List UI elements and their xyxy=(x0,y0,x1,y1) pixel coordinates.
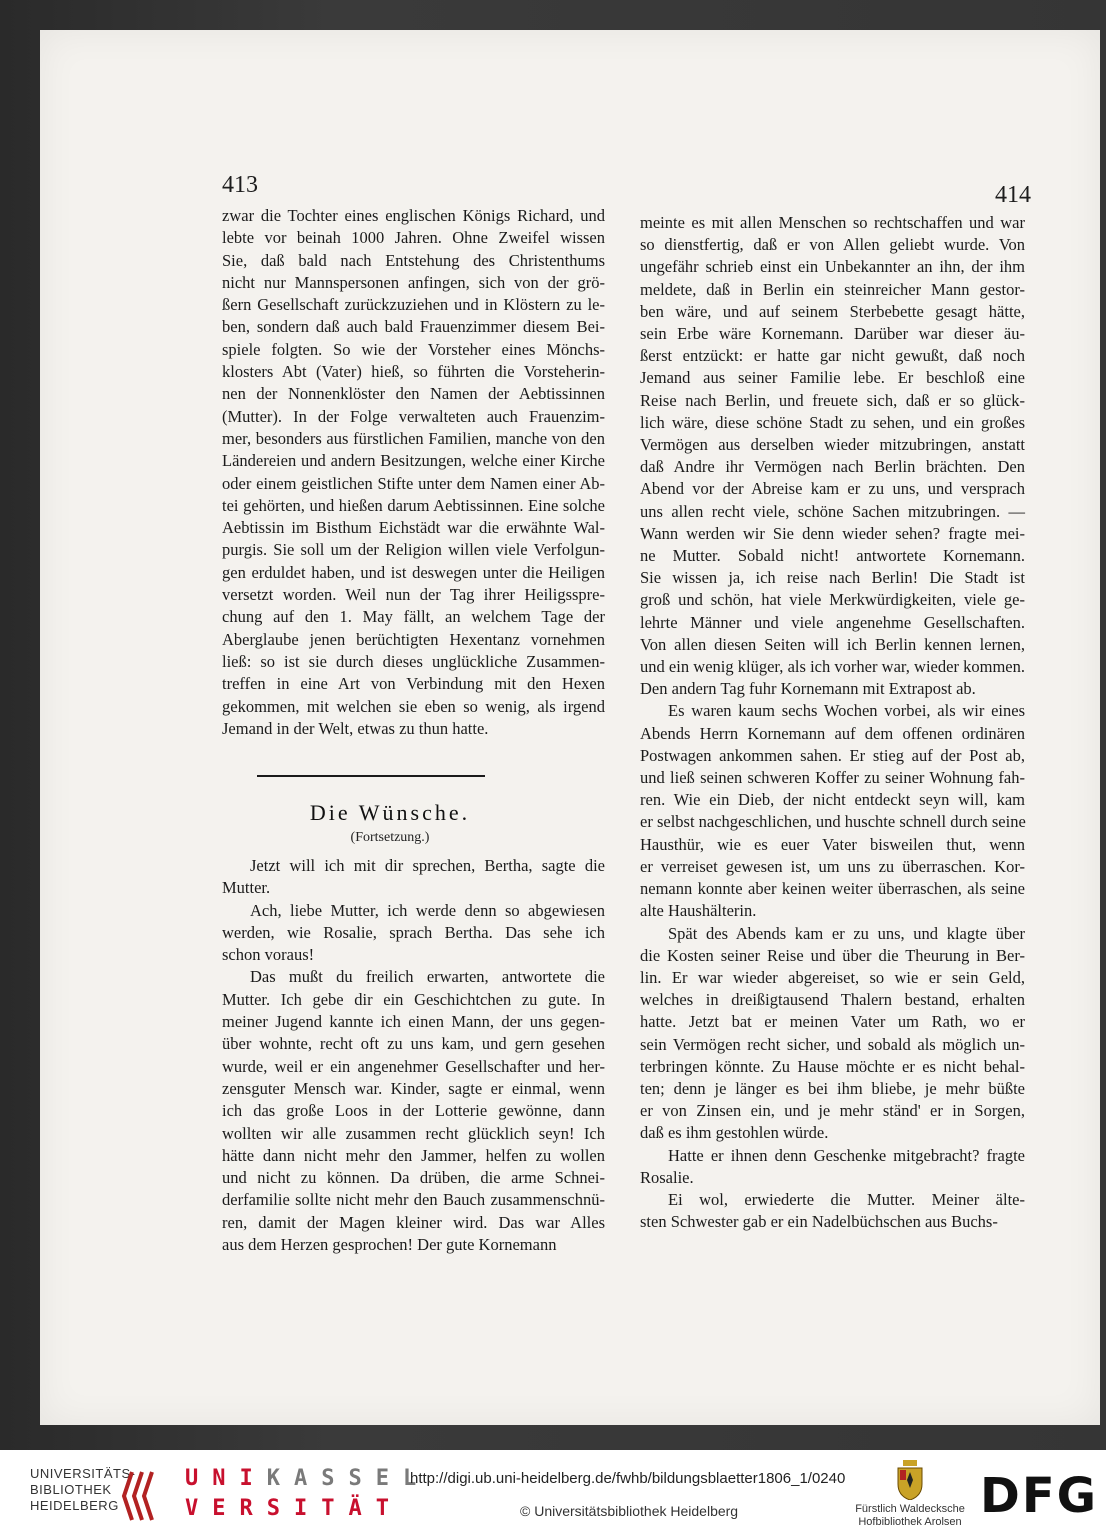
text-line: alte Haushälterin. xyxy=(640,901,757,921)
text-line: Jetzt will ich mit dir sprechen, Bertha, sagte die xyxy=(250,856,605,875)
left-page-text-top xyxy=(222,205,605,740)
text-line: Spät des Abends kam er zu uns, und klagte über xyxy=(668,923,1025,943)
text-line: daß Andre ihr Vermögen nach Berlin brächten. Den xyxy=(640,457,1025,477)
text-line: Jemand aus seiner Familie lebe. Er beschloß eine xyxy=(640,368,1025,388)
kassel-logo-bottom: VERSITÄT xyxy=(185,1496,403,1521)
text-line: werden, wie Rosalie, sprach Bertha. Das sehe ich xyxy=(222,922,605,942)
text-line: ben, sondern daß auch bald Frauenzimmer diesem Bei- xyxy=(222,317,605,337)
left-page-number: 413 xyxy=(222,172,258,198)
text-line: Sie wissen ja, ich reise nach Berlin! Die Stadt ist xyxy=(640,568,1025,588)
text-line: gen erduldet haben, und ist deswegen unter die Heiligen xyxy=(222,562,605,582)
left-page-text-bottom xyxy=(222,855,605,1256)
text-line: purgis. Sie soll um der Religion willen viele Verfolgun- xyxy=(222,540,605,560)
text-line: meiner Jugend kannte ich einen Mann, der uns gegen- xyxy=(222,1012,605,1032)
text-line: mer, besonders aus fürstlichen Familien, manche von den xyxy=(222,428,605,448)
text-line: schon voraus! xyxy=(222,945,315,965)
library-line: UNIVERSITÄTS- xyxy=(30,1466,136,1481)
arolsen-library-name xyxy=(850,1503,970,1529)
permalink-url[interactable]: http://digi.ub.uni-heidelberg.de/fwhb/bildungsblaetter1806_1/0240 xyxy=(410,1470,846,1487)
text-line: nicht nur Mannspersonen anfingen, sich von der grö- xyxy=(222,272,605,292)
text-line: hätte dann nicht mehr den Jammer, helfen zu wollen xyxy=(222,1145,605,1165)
text-line: Mutter. xyxy=(222,878,271,898)
text-line: ließ: so ist sie durch dieses unglückliche Zusammen- xyxy=(222,651,605,671)
text-line: meinte es mit allen Menschen so rechtschaffen und war xyxy=(640,213,1025,232)
text-line: Ländereien und andern Besitzungen, welche einer Kirche xyxy=(222,451,605,471)
text-line: ßern Gesellschaft zurückzuziehen und in Klöstern zu le- xyxy=(222,295,605,315)
text-line: Ach, liebe Mutter, ich werde denn so abgewiesen xyxy=(250,900,605,920)
text-line: sten Schwester gab er ein Nadelbüchschen aus Buchs- xyxy=(640,1212,998,1232)
text-line: ben wäre, und auf seinem Sterbebette gesagt hätte, xyxy=(640,301,1025,321)
text-line: Aberglaube jenen berüchtigten Hexentanz vornehmen xyxy=(222,629,605,649)
text-line: Sie, daß bald nach Entstehung des Christenthums xyxy=(222,250,605,270)
text-line: und nicht zu können. Da drüben, die arme Schnei- xyxy=(222,1168,605,1188)
text-line: Hausthür, wie es euer Vater bisweilen thut, wenn xyxy=(640,834,1025,854)
text-line: uns allen recht viele, schöne Sachen mitzubringen. — xyxy=(640,501,1025,521)
text-line: Rosalie. xyxy=(640,1167,694,1187)
text-line: nemann konnte aber keinen weiter überraschen, als seine xyxy=(640,879,1025,899)
text-line: lebte vor beinah 1000 Jahren. Ohne Zweifel wissen xyxy=(222,228,605,248)
text-line: ne Mutter. Sobald nicht! antwortete Kornemann. xyxy=(640,546,1025,566)
waldeck-crest-icon xyxy=(895,1460,925,1500)
text-line: oder einem geistlichen Stifte unter dem Namen einer Ab- xyxy=(222,473,605,493)
right-page-text xyxy=(640,212,1025,1233)
text-line: und ein wenig klüger, als ich vorher war, wieder kommen. xyxy=(640,657,1025,677)
text-line: so dienstfertig, daß er von Allen geliebt wurde. Von xyxy=(640,235,1025,255)
text-line: Es waren kaum sechs Wochen vorbei, als wir eines xyxy=(668,701,1025,721)
text-line: lich wäre, diese schöne Stadt zu sehen, und ein großes xyxy=(640,412,1025,432)
text-line: aus dem Herzen gesprochen! Der gute Kornemann xyxy=(222,1235,557,1255)
text-line: Aebtissin im Bisthum Eichstädt war die erwähnte Wal- xyxy=(222,518,605,538)
text-line: Ei wol, erwiederte die Mutter. Meiner älte- xyxy=(668,1189,1025,1209)
text-line: Wann werden wir Sie denn wieder sehen? fragte mei- xyxy=(640,523,1025,543)
text-line: nen der Nonnenklöster den Namen der Aebtissinnen xyxy=(222,384,605,404)
text-line: wurde, weil er ein angenehmer Gesellschafter und her- xyxy=(222,1056,605,1076)
heidelberg-logo-icon xyxy=(120,1468,160,1524)
text-line: Abends Herrn Kornemann auf dem offenen ordinären xyxy=(640,723,1025,743)
text-line: daß es ihm gestohlen würde. xyxy=(640,1123,829,1143)
text-line: die Kosten seiner Reise und über die Theurung in Ber- xyxy=(640,945,1025,965)
text-line: Den andern Tag fuhr Kornemann mit Extrapost ab. xyxy=(640,679,976,699)
text-line: derfamilie sollte nicht mehr den Bauch zusammenschnü- xyxy=(222,1190,605,1210)
text-line: lehrte Männer und viele angenehme Gesellschaften. xyxy=(640,612,1025,632)
text-line: Abend vor der Abreise kam er zu uns, und versprach xyxy=(640,479,1025,499)
text-line: und ließ seinen schweren Koffer zu seiner Wohnung fah- xyxy=(640,768,1025,788)
section-subtitle: (Fortsetzung.) xyxy=(350,830,430,845)
copyright-text: © Universitätsbibliothek Heidelberg xyxy=(520,1503,739,1519)
text-line: zwar die Tochter eines englischen Königs Richard, und xyxy=(222,206,605,225)
text-line: chung auf den 1. May fällt, an welchem Tage der xyxy=(222,607,605,627)
section-title: Die Wünsche. xyxy=(309,800,471,825)
text-line: Vermögen aus derselben wieder mitzubringen, anstatt xyxy=(640,435,1025,455)
dfg-logo: DFG xyxy=(980,1468,1099,1524)
text-line: Mutter. Ich gebe dir ein Geschichtchen zu gute. In xyxy=(222,989,605,1009)
right-page-number: 414 xyxy=(995,182,1031,208)
text-line: Postwagen ankommen sahen. Er stieg auf der Post ab, xyxy=(640,745,1025,765)
text-line: treffen in eine Art von Verbindung mit den Hexen xyxy=(222,674,605,694)
text-line: gekommen, mit welchen sie eben so wenig, als irgend xyxy=(222,696,605,716)
text-line: (Mutter). In der Folge verwalteten auch Frauenzim- xyxy=(222,406,605,426)
text-line: wollten wir alle zusammen recht glücklich seyn! Ich xyxy=(222,1123,605,1143)
text-line: ren. Wie ein Dieb, der nicht entdeckt seyn will, kam xyxy=(640,790,1025,810)
text-line: tei gehörten, und hießen darum Aebtissinnen. Eine solche xyxy=(222,495,605,515)
text-line: ßerst entzückt: er hatte gar nicht gewußt, daß noch xyxy=(640,346,1025,366)
text-line: über wohnte, recht oft zu uns kam, und gern gesehen xyxy=(222,1034,605,1054)
text-line: hatte. Jetzt bat er meinen Vater um Rath, wo er xyxy=(640,1012,1025,1032)
text-line: ren, damit der Magen kleiner wird. Das war Alles xyxy=(222,1212,605,1232)
arolsen-line: Hofbibliothek Arolsen xyxy=(858,1516,962,1528)
text-line: sein Vermögen recht sicher, und sobald als möglich un- xyxy=(640,1034,1025,1054)
text-line: klosters Abt (Vater) hieß, so führten die Vorsteherin- xyxy=(222,362,605,382)
text-line: versetzt worden. Weil nun der Tag ihrer Heiligsspre- xyxy=(222,585,605,605)
text-line: welches in dreißigtausend Thalern bestand, erhalten xyxy=(640,990,1025,1010)
text-line: Das mußt du freilich erwarten, antwortete die xyxy=(250,967,605,987)
text-line: Hatte er ihnen denn Geschenke mitgebracht? fragte xyxy=(668,1145,1025,1165)
kassel-city: KASSEL xyxy=(266,1466,431,1491)
text-line: Jemand in der Welt, etwas zu thun hatte. xyxy=(222,718,489,738)
library-line: BIBLIOTHEK xyxy=(30,1482,112,1497)
section-divider xyxy=(257,775,485,777)
text-line: er von Zinsen ein, und je mehr ständ' er in Sorgen, xyxy=(640,1101,1025,1121)
text-line: groß und schön, hat viele Merkwürdigkeiten, viele ge- xyxy=(640,590,1025,610)
kassel-uni: UNI xyxy=(185,1466,267,1491)
text-line: ich das große Loos in der Lotterie gewönne, dann xyxy=(222,1101,605,1121)
text-line: Reise nach Berlin, und freuete sich, daß er so glück- xyxy=(640,390,1025,410)
text-line: terbringen könnte. Zu Hause möchte er es nicht behal- xyxy=(640,1056,1025,1076)
kassel-logo-top xyxy=(185,1466,430,1491)
text-line: lin. Er war wieder abgereiset, so wie er sein Geld, xyxy=(640,967,1025,987)
text-line: sein Erbe wäre Kornemann. Darüber war dieser äu- xyxy=(640,324,1025,344)
text-line: ungefähr schrieb einst ein Unbekannter an ihn, der ihm xyxy=(640,257,1025,277)
arolsen-line: Fürstlich Waldecksche xyxy=(855,1503,965,1515)
text-line: er verreiset gewesen ist, um uns zu überraschen. Kor- xyxy=(640,856,1025,876)
library-line: HEIDELBERG xyxy=(30,1498,119,1513)
text-line: meldete, daß in Berlin ein steinreicher Mann gestor- xyxy=(640,279,1025,299)
text-line: Von allen diesen Seiten will ich Berlin kennen lernen, xyxy=(640,634,1025,654)
text-line: spiele folgten. So wie der Vorsteher eines Mönchs- xyxy=(222,339,605,359)
text-line: er selbst nachgeschlichen, und huschte schnell durch seine xyxy=(640,812,1026,832)
text-line: ten; denn je länger es bei ihm bliebe, je mehr büßte xyxy=(640,1078,1025,1098)
text-line: zensguter Mensch war. Kinder, sagte er einmal, wenn xyxy=(222,1078,605,1098)
